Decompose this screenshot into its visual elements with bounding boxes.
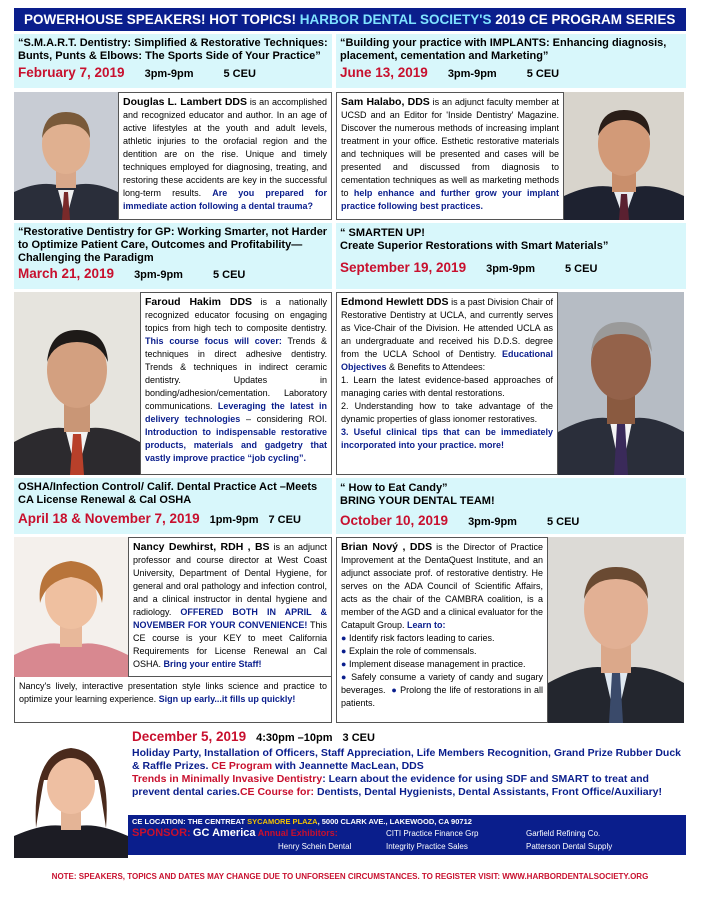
course-1-ceu: 5 CEU xyxy=(223,68,256,80)
course-5-time: 1pm-9pm xyxy=(209,514,259,526)
course-3-ceu: 5 CEU xyxy=(212,269,246,281)
footer-sponsor-bar: CE LOCATION: THE CENTREAT SYCAMORE PLAZA, 5000 CLARK AVE., LAKEWOOD, CA 90712 SPONSOR: GC America Annual Exhibitors: CITI Practice Finance Grp Garfield Refining Co. Henry Schein Dental Integrity Practice Sales Patterson Dental Supply xyxy=(128,815,686,855)
sponsor-label: SPONSOR: xyxy=(132,827,191,839)
course-4-date: September 19, 2019 xyxy=(340,260,467,275)
course-2-title: “Building your practice with IMPLANTS: Enhancing diagnosis, placement, cementation and Marketing” xyxy=(340,37,667,62)
learn-bullet: Explain the role of commensals. xyxy=(348,646,477,656)
exhibitor: CITI Practice Finance Grp xyxy=(386,829,479,838)
learn-bullet: Safely consume a variety of candy and sugary beverages. xyxy=(341,672,543,695)
december-ceu: 3 CEU xyxy=(342,732,375,744)
speaker-name-dewhirst: Nancy Dewhirst, RDH , BS xyxy=(133,541,270,553)
course-6-bio: Brian Nový , DDS is the Director of Practice Improvement at the DentaQuest Institute, and an adjunct associate prof. of restorative dentistry. He serves on the ADA Council of Scientific Affairs, acts as the chair of the CAMBRA coalition, is a member of the AGD and a clinical evaluator for the Catapult Group. Learn to: ● Identify risk factors leading to caries. ● Explain the role of commensals. ● Implement disease management in practice. ● Safely consume a variety of candy and sugary beverages. ● Prolong the life of restorations in all patients. xyxy=(336,537,548,723)
sponsor-name: GC America xyxy=(192,827,256,839)
exhibitor: Integrity Practice Sales xyxy=(386,842,468,851)
learn-bullet: Prolong the life of restorations in all patients. xyxy=(341,685,544,708)
course-3-date: March 21, 2019 xyxy=(18,266,115,281)
exhibitor: Henry Schein Dental xyxy=(278,842,352,851)
speaker-name-novy: Brian Nový , DDS xyxy=(341,541,433,553)
exhibitor: Patterson Dental Supply xyxy=(526,842,613,851)
course-6-ceu: 5 CEU xyxy=(546,516,580,528)
course-4-title: “ SMARTEN UP! Create Superior Restorations with Smart Materials” xyxy=(340,227,609,252)
course-5-header xyxy=(14,478,332,534)
course-1-date: February 7, 2019 xyxy=(18,65,125,80)
course-1-bio: Douglas L. Lambert DDS is an accomplished and recognized educator and author. In an age of active lifestyles at the youth and adult levels, athletic injuries to the orofacial region and the dentition are on the rise. Unique and timely techniques employed for diagnosing, treating, and restoring these accidents are key in the successful long-term results. Are you prepared for immediate action following a dental trauma? xyxy=(118,92,332,220)
course-2-date: June 13, 2019 xyxy=(340,65,428,80)
course-6-title: “ How to Eat Candy” BRING YOUR DENTAL TEAM! xyxy=(340,482,495,507)
speaker-photo-hakim xyxy=(14,292,140,475)
speaker-name-halabo: Sam Halabo, DDS xyxy=(341,96,430,108)
page-banner xyxy=(14,8,686,31)
course-4-ceu: 5 CEU xyxy=(564,263,598,275)
course-4-time: 3pm-9pm xyxy=(486,263,535,275)
course-2-header xyxy=(336,34,686,88)
course-2-bio: Sam Halabo, DDS is an adjunct faculty member at UCSD and an Editor for 'Inside Dentistry' Magazine. Discover the numerous methods of increasing implant treatment in your office. Esthetic restorative materials and techniques will be presented and cases will be presented and discussed from diagnosis to cementation techniques as well as marketing methods to help enhance and further grow your implant practice following best practices. xyxy=(336,92,564,220)
learn-bullet: Implement disease management in practice. xyxy=(348,659,526,669)
december-event: December 5, 2019 4:30pm –10pm 3 CEU Holiday Party, Installation of Officers, Staff Appreciation, Life Members Recognition, Grand Prize Rubber Duck & Raffle Prizes. CE Program with Jeannette MacLean, DDS Trends in Minimally Invasive Dentistry: Learn about the evidence for using SDF and SMART to treat and prevent dental caries.CE Course for: Dentists, Dental Hygienists, Dental Assistants, Front Office/Auxiliary! xyxy=(128,728,686,812)
course-6-time: 3pm-9pm xyxy=(468,516,517,528)
course-5-bio: Nancy Dewhirst, RDH , BS is an adjunct professor and course director at West Coast University, Department of Dental Hygiene, for general and oral pathology and infection control, and a clinical instructor in dental hygiene and radiology. OFFERED BOTH IN APRIL & NOVEMBER FOR YOUR CONVENIENCE! This CE course is your KEY to meet California Requirements for License Renewal an Cal OSHA. Bring your entire Staff! xyxy=(128,537,332,677)
course-3-title: “Restorative Dentistry for GP: Working Smarter, not Harder to Optimize Patient Care, Outcomes and Profitability—Challenging the Paradigm xyxy=(18,226,328,264)
speaker-photo-lambert xyxy=(14,92,118,220)
course-3-time: 3pm-9pm xyxy=(134,269,183,281)
speaker-photo-dewhirst xyxy=(14,537,128,677)
speaker-name-hakim: Faroud Hakim DDS xyxy=(145,296,253,308)
course-3-header xyxy=(14,223,332,289)
course-4-bio: Edmond Hewlett DDS is a past Division Chair of Restorative Dentistry at UCLA, and currently serves as Vice-Chair of the Division. He attended UCLA as an undergraduate and received his D.D.S. degree from the UCLA School of Dentistry. Educational Objectives & Benefits to Attendees: 1. Learn the latest evidence-based approaches of managing caries with dental restorations. 2. Understanding how to take advantage of the dynamic properties of glass ionomer restoratives. 3. Useful clinical tips that can be immediately incorporated into your practice. more! xyxy=(336,292,558,475)
exhibitor: Garfield Refining Co. xyxy=(526,829,601,838)
course-3-bio: Faroud Hakim DDS is a nationally recognized educator focusing on engaging topics from high tech to composite dentistry. This course focus will cover: Trends & techniques in direct adhesive dentistry. Trends & techniques in indirect ceramic dentistry. Updates in bonding/adhesion/cementation. Laboratory communications. Leveraging the latest in delivery technologies – considering ROI. Introduction to indispensable restorative products, materials and gadgetry that vastly improve practice “job cycling”. xyxy=(140,292,332,475)
speaker-photo-novy xyxy=(548,537,684,723)
course-6-header xyxy=(336,478,686,534)
course-6-date: October 10, 2019 xyxy=(340,513,449,528)
course-5-bio-cont: Nancy's lively, interactive presentation style links science and practice to optimize your learning experience. Sign up early...it fills up quickly! xyxy=(14,677,332,723)
speaker-photo-maclean xyxy=(14,728,128,858)
speaker-name-hewlett: Edmond Hewlett DDS xyxy=(341,296,449,308)
december-time: 4:30pm –10pm xyxy=(256,732,333,744)
learn-bullet: Identify risk factors leading to caries. xyxy=(348,633,495,643)
course-1-header xyxy=(14,34,332,88)
banner-part1: POWERHOUSE SPEAKERS! HOT TOPICS! xyxy=(24,12,300,27)
speaker-photo-halabo xyxy=(564,92,684,220)
speaker-name-lambert: Douglas L. Lambert DDS xyxy=(123,96,248,108)
course-1-title: “S.M.A.R.T. Dentistry: Simplified & Restorative Techniques: Bunts, Punts & Elbows: The Sports Side of Your Practice” xyxy=(18,37,328,62)
footer-note: NOTE: SPEAKERS, TOPICS AND DATES MAY CHANGE DUE TO UNFORSEEN CIRCUMSTANCES. TO REGISTER VISIT: WWW.HARBORDENTALSOCIETY.ORG xyxy=(51,872,649,881)
course-2-time: 3pm-9pm xyxy=(447,68,497,80)
course-2-ceu: 5 CEU xyxy=(526,68,560,80)
speaker-photo-hewlett xyxy=(558,292,684,475)
course-5-ceu: 7 CEU xyxy=(268,514,301,526)
december-trends: Trends in Minimally Invasive Dentistry xyxy=(132,773,323,785)
december-date: December 5, 2019 xyxy=(132,729,247,744)
december-line1: Holiday Party, Installation of Officers, Staff Appreciation, Life Members Recognition, Grand Prize Rubber Duck & Raffle Prizes. xyxy=(132,747,682,772)
banner-part2: HARBOR DENTAL SOCIETY'S xyxy=(299,12,492,27)
course-4-header xyxy=(336,223,686,289)
course-5-date: April 18 & November 7, 2019 xyxy=(18,511,200,526)
course-5-title: OSHA/Infection Control/ Calif. Dental Practice Act –Meets CA License Renewal & Cal OSHA xyxy=(18,481,318,506)
course-1-time: 3pm-9pm xyxy=(144,68,194,80)
banner-part3: 2019 CE PROGRAM SERIES xyxy=(491,12,676,27)
